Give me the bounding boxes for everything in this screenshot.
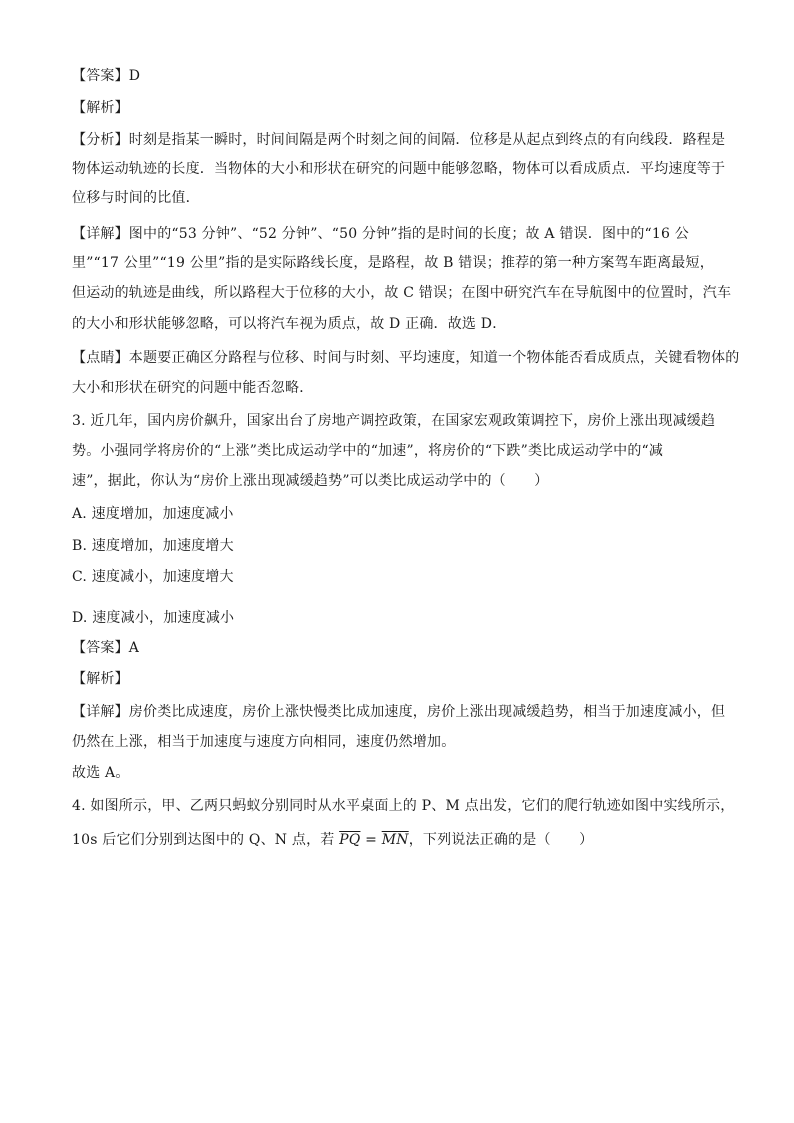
q2-analysis-line: 物体运动轨迹的长度．当物体的大小和形状在研究的问题中能够忽略，物体可以看成质点．平均速度等于 (72, 161, 726, 177)
q3-detail-line: 【详解】房价类比成速度，房价上涨快慢类比成加速度，房价上涨出现减缓趋势，相当于加速度减小，但 (72, 704, 726, 720)
analysis-heading-q3: 【解析】 (72, 671, 129, 687)
q2-detail-line: 但运动的轨迹是曲线，所以路程大于位移的大小，故 C 错误；在图中研究汽车在导航图中的位置时，汽车 (72, 285, 732, 301)
q4-stem-line (72, 830, 732, 850)
q2-detail-line: 【详解】图中的“53 分钟”、“52 分钟”、“50 分钟”指的是时间的长度；故 A 错误．图中的“16 公 (72, 226, 689, 242)
q2-comment-line: 【点睛】本题要正确区分路程与位移、时间与时刻、平均速度，知道一个物体能否看成质点，关键看物体的 (72, 350, 740, 366)
q3-stem-line: 速”，据此，你认为“房价上涨出现减缓趋势”可以类比成运动学中的（ ） (72, 473, 549, 489)
q3-detail-line: 仍然在上涨，相当于加速度与速度方向相同，速度仍然增加。 (72, 734, 456, 750)
q2-analysis-line: 【分析】时刻是指某一瞬时，时间间隔是两个时刻之间的间隔．位移是从起点到终点的有向线段．路程是 (72, 132, 726, 148)
q3-option-b: B. 速度增加，加速度增大 (72, 538, 234, 554)
q3-option-a: A. 速度增加，加速度减小 (72, 506, 234, 522)
vector-mn: $\overline{MN}$ (381, 832, 409, 848)
q3-stem-line: 3. 近几年，国内房价飙升，国家出台了房地产调控政策，在国家宏观政策调控下，房价上涨出现减缓趋 (72, 413, 716, 429)
q2-analysis-line: 位移与时间的比值． (72, 190, 200, 206)
q3-option-c: C. 速度减小，加速度增大 (72, 569, 234, 585)
equals-sign: = (360, 832, 382, 848)
answer-q3: 【答案】A (72, 640, 140, 656)
vector-pq: $\overline{PQ}$ (339, 832, 361, 848)
q2-detail-line: 的大小和形状能够忽略，可以将汽车视为质点，故 D 正确．故选 D． (72, 316, 507, 332)
q2-detail-line: 里”“17 公里”“19 公里”指的是实际路线长度，是路程，故 B 错误；推荐的第一种方案驾车距离最短， (72, 255, 714, 271)
q4-stem-text: 10s 后它们分别到达图中的 Q、N 点，若 (72, 832, 340, 848)
q4-stem-line: 4. 如图所示，甲、乙两只蚂蚁分别同时从水平桌面上的 P、M 点出发，它们的爬行轨迹如图中实线所示， (72, 798, 735, 814)
q3-stem-line: 势。小强同学将房价的“上涨”类比成运动学中的“加速”，将房价的“下跌”类比成运动学中的“减 (72, 443, 664, 459)
q3-option-d: D. 速度减小，加速度减小 (72, 610, 235, 626)
q3-conclusion: 故选 A。 (72, 765, 130, 781)
answer-q2: 【答案】D (72, 68, 141, 84)
q4-stem-text: ，下列说法正确的是（ ） (408, 832, 594, 848)
analysis-heading-q2: 【解析】 (72, 100, 129, 116)
q2-comment-line: 大小和形状在研究的问题中能否忽略． (72, 380, 314, 396)
